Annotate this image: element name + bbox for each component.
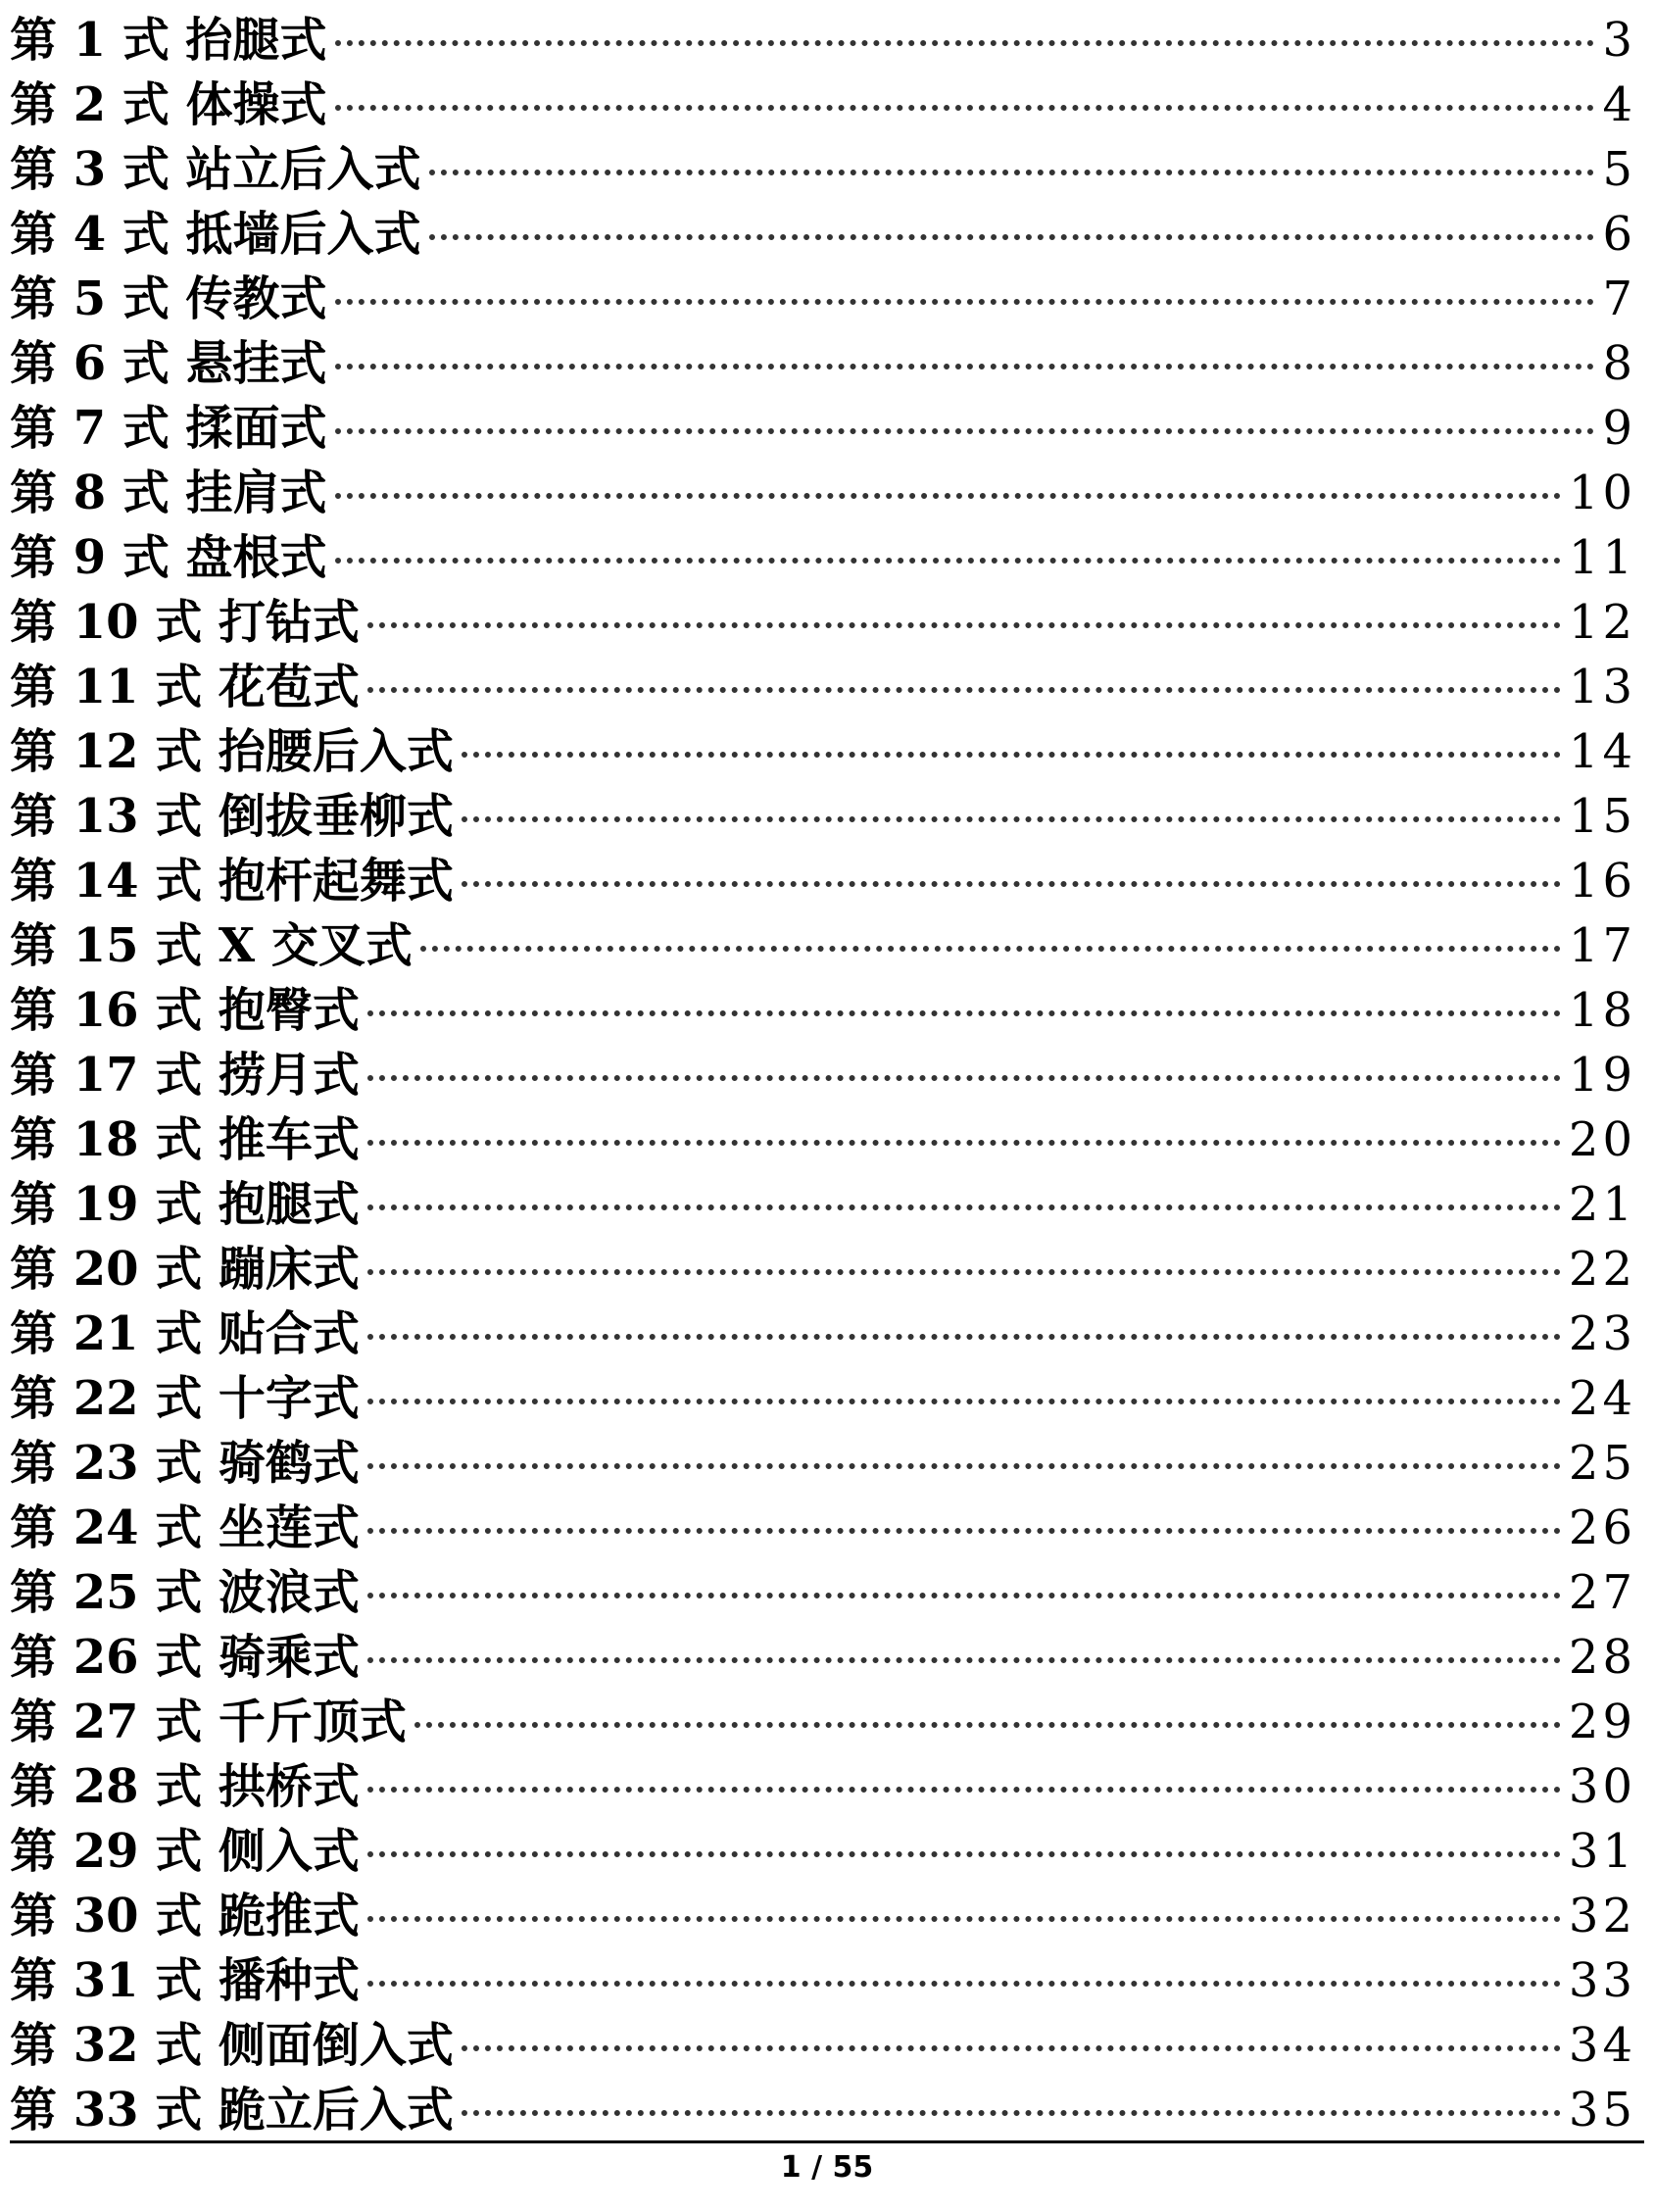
toc-entry-page-number: 8	[1602, 336, 1636, 391]
toc-entry[interactable]	[10, 978, 1636, 1043]
dot-leader	[335, 289, 1595, 305]
dot-leader	[462, 742, 1561, 758]
toc-entry-page-number: 12	[1568, 595, 1636, 650]
dot-leader	[367, 1906, 1561, 1922]
toc-entry[interactable]	[10, 396, 1636, 461]
toc-entry-page-number: 10	[1568, 466, 1636, 520]
toc-entry[interactable]	[10, 1237, 1636, 1302]
toc-entry-title: 第 27 式 千斤顶式	[10, 1695, 407, 1749]
toc-entry[interactable]	[10, 1948, 1636, 2013]
toc-entry-page-number: 15	[1568, 789, 1636, 844]
dot-leader	[462, 807, 1561, 822]
toc-entry-page-number: 23	[1568, 1306, 1636, 1361]
toc-entry[interactable]	[10, 655, 1636, 719]
toc-entry[interactable]	[10, 2078, 1636, 2142]
toc-entry-title: 第 28 式 拱桥式	[10, 1759, 360, 1814]
toc-entry[interactable]	[10, 73, 1636, 137]
toc-entry-title: 第 31 式 播种式	[10, 1953, 360, 2008]
toc-entry-title: 第 23 式 骑鹤式	[10, 1436, 360, 1491]
toc-entry-title: 第 8 式 挂肩式	[10, 466, 327, 520]
toc-entry-title: 第 26 式 骑乘式	[10, 1630, 360, 1685]
dot-leader	[335, 548, 1561, 564]
toc-entry[interactable]	[10, 1560, 1636, 1625]
dot-leader	[367, 1001, 1561, 1016]
toc-entry-title: 第 3 式 站立后入式	[10, 142, 421, 197]
dot-leader	[335, 418, 1595, 434]
toc-entry-page-number: 9	[1602, 401, 1636, 456]
footer-divider	[10, 2140, 1644, 2143]
toc-entry-title: 第 9 式 盘根式	[10, 530, 327, 585]
toc-entry[interactable]	[10, 1625, 1636, 1690]
toc-entry-page-number: 22	[1568, 1242, 1636, 1297]
dot-leader	[367, 613, 1561, 628]
toc-entry[interactable]	[10, 137, 1636, 202]
toc-entry[interactable]	[10, 1754, 1636, 1819]
toc-entry-title: 第 1 式 抬腿式	[10, 13, 327, 68]
toc-entry-page-number: 5	[1602, 142, 1636, 197]
toc-entry-page-number: 24	[1568, 1371, 1636, 1426]
toc-entry[interactable]	[10, 1043, 1636, 1107]
toc-entry[interactable]	[10, 1819, 1636, 1884]
toc-entry-title: 第 5 式 传教式	[10, 271, 327, 326]
toc-entry-page-number: 29	[1568, 1695, 1636, 1749]
toc-entry-page-number: 20	[1568, 1112, 1636, 1167]
toc-entry-page-number: 18	[1568, 983, 1636, 1038]
toc-entry[interactable]	[10, 331, 1636, 396]
toc-entry-title: 第 14 式 抱杆起舞式	[10, 854, 454, 909]
dot-leader	[462, 871, 1561, 887]
toc-entry-page-number: 27	[1568, 1565, 1636, 1620]
toc-entry[interactable]	[10, 1496, 1636, 1560]
toc-entry-title: 第 4 式 抵墙后入式	[10, 207, 421, 262]
toc-entry-title: 第 13 式 倒拔垂柳式	[10, 789, 454, 844]
toc-entry-page-number: 14	[1568, 724, 1636, 779]
toc-entry[interactable]	[10, 202, 1636, 267]
toc-entry-title: 第 32 式 侧面倒入式	[10, 2018, 454, 2073]
dot-leader	[367, 1389, 1561, 1404]
toc-entry-page-number: 19	[1568, 1048, 1636, 1103]
dot-leader	[367, 1324, 1561, 1340]
toc-entry[interactable]	[10, 1431, 1636, 1496]
toc-entry[interactable]	[10, 267, 1636, 331]
toc-entry-page-number: 33	[1568, 1953, 1636, 2008]
dot-leader	[335, 483, 1561, 499]
toc-entry-page-number: 3	[1602, 13, 1636, 68]
dot-leader	[335, 95, 1595, 111]
toc-entry-title: 第 11 式 花苞式	[10, 660, 360, 714]
toc-entry-title: 第 33 式 跪立后入式	[10, 2083, 454, 2138]
dot-leader	[367, 1583, 1561, 1598]
dot-leader	[462, 2036, 1561, 2051]
dot-leader	[367, 1647, 1561, 1663]
toc-entry-page-number: 34	[1568, 2018, 1636, 2073]
dot-leader	[367, 1065, 1561, 1081]
dot-leader	[420, 936, 1561, 952]
toc-entry[interactable]	[10, 913, 1636, 978]
toc-entry[interactable]	[10, 461, 1636, 525]
toc-entry-page-number: 7	[1602, 271, 1636, 326]
toc-entry-title: 第 22 式 十字式	[10, 1371, 360, 1426]
dot-leader	[367, 1777, 1561, 1793]
toc-entry-title: 第 6 式 悬挂式	[10, 336, 327, 391]
dot-leader	[367, 677, 1561, 693]
dot-leader	[429, 160, 1595, 175]
toc-entry-page-number: 31	[1568, 1824, 1636, 1879]
toc-entry-page-number: 26	[1568, 1500, 1636, 1555]
toc-entry[interactable]	[10, 525, 1636, 590]
toc-entry-title: 第 24 式 坐莲式	[10, 1500, 360, 1555]
toc-list	[10, 8, 1636, 2142]
toc-entry-title: 第 10 式 打钻式	[10, 595, 360, 650]
toc-entry[interactable]	[10, 2013, 1636, 2078]
toc-entry-title: 第 25 式 波浪式	[10, 1565, 360, 1620]
dot-leader	[367, 1259, 1561, 1275]
toc-entry-title: 第 12 式 抬腰后入式	[10, 724, 454, 779]
toc-entry-title: 第 29 式 侧入式	[10, 1824, 360, 1879]
toc-entry-page-number: 25	[1568, 1436, 1636, 1491]
toc-entry-page-number: 32	[1568, 1889, 1636, 1943]
toc-entry-page-number: 35	[1568, 2083, 1636, 2138]
toc-entry[interactable]	[10, 1884, 1636, 1948]
toc-entry-page-number: 21	[1568, 1177, 1636, 1232]
toc-entry[interactable]	[10, 1366, 1636, 1431]
toc-entry-page-number: 16	[1568, 854, 1636, 909]
toc-entry-title: 第 2 式 体操式	[10, 77, 327, 132]
toc-entry[interactable]	[10, 1302, 1636, 1366]
toc-entry[interactable]	[10, 1107, 1636, 1172]
toc-entry-page-number: 28	[1568, 1630, 1636, 1685]
toc-entry-page-number: 6	[1602, 207, 1636, 262]
dot-leader	[367, 1130, 1561, 1146]
toc-entry-page-number: 4	[1602, 77, 1636, 132]
page-indicator: 1 / 55	[780, 2150, 874, 2185]
toc-entry[interactable]	[10, 849, 1636, 913]
toc-entry-page-number: 17	[1568, 918, 1636, 973]
toc-entry-title: 第 16 式 抱臀式	[10, 983, 360, 1038]
dot-leader	[367, 1195, 1561, 1210]
dot-leader	[367, 1453, 1561, 1469]
toc-entry-page-number: 30	[1568, 1759, 1636, 1814]
dot-leader	[429, 224, 1595, 240]
toc-entry[interactable]	[10, 1172, 1636, 1237]
toc-entry-title: 第 20 式 蹦床式	[10, 1242, 360, 1297]
dot-leader	[335, 30, 1595, 46]
toc-entry-title: 第 30 式 跪推式	[10, 1889, 360, 1943]
dot-leader	[367, 1971, 1561, 1987]
toc-entry-page-number: 11	[1568, 530, 1636, 585]
toc-entry-title: 第 15 式 X 交叉式	[10, 918, 413, 973]
toc-entry-title: 第 21 式 贴合式	[10, 1306, 360, 1361]
toc-entry-title: 第 19 式 抱腿式	[10, 1177, 360, 1232]
toc-entry[interactable]	[10, 590, 1636, 655]
dot-leader	[367, 1518, 1561, 1534]
dot-leader	[335, 354, 1595, 369]
dot-leader	[367, 1842, 1561, 1857]
toc-entry[interactable]	[10, 719, 1636, 784]
dot-leader	[462, 2100, 1561, 2116]
toc-entry[interactable]	[10, 1690, 1636, 1754]
toc-entry-title: 第 18 式 推车式	[10, 1112, 360, 1167]
toc-entry[interactable]	[10, 784, 1636, 849]
dot-leader	[414, 1712, 1561, 1728]
toc-entry-title: 第 17 式 捞月式	[10, 1048, 360, 1103]
toc-entry[interactable]	[10, 8, 1636, 73]
toc-entry-page-number: 13	[1568, 660, 1636, 714]
toc-entry-title: 第 7 式 揉面式	[10, 401, 327, 456]
table-of-contents	[10, 8, 1636, 2142]
